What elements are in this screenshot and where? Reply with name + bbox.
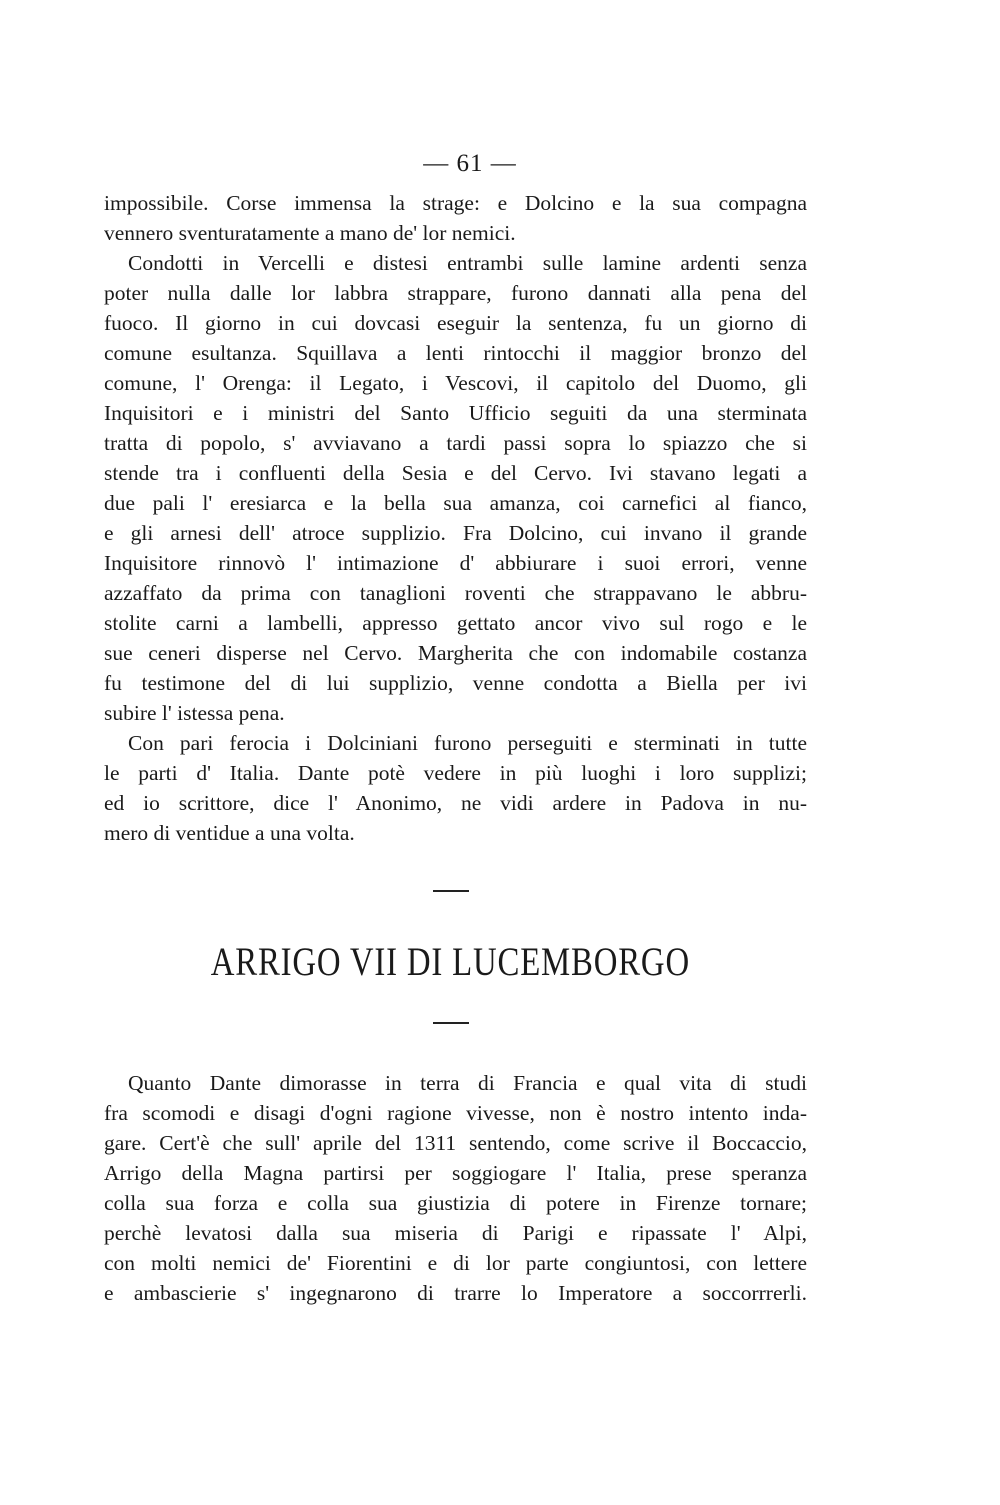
text-line: Arrigo della Magna partirsi per soggiogare l' Italia, prese speranza (104, 1161, 807, 1185)
text-line: mero di ventidue a una volta. (104, 821, 355, 845)
text-line: ed io scrittore, dice l' Anonimo, ne vidi ardere in Padova in nu- (104, 791, 807, 815)
text-line: vennero sventuratamente a mano de' lor nemici. (104, 221, 516, 245)
text-line: con molti nemici de' Fiorentini e di lor parte congiuntosi, con lettere (104, 1251, 807, 1275)
section-divider-top (433, 890, 469, 892)
text-line: impossibile. Corse immensa la strage: e Dolcino e la sua compagna (104, 191, 807, 215)
text-line: perchè levatosi dalla sua miseria di Parigi e ripassate l' Alpi, (104, 1221, 807, 1245)
text-line: subire l' istessa pena. (104, 701, 285, 725)
text-line: Inquisitori e i ministri del Santo Ufficio seguiti da una sterminata (104, 401, 807, 425)
text-line: azzaffato da prima con tanaglioni roventi che strappavano le abbru- (104, 581, 807, 605)
text-line: poter nulla dalle lor labbra strappare, furono dannati alla pena del (104, 281, 807, 305)
text-line: sue ceneri disperse nel Cervo. Margherita che con indomabile costanza (104, 641, 807, 665)
text-line: stolite carni a lambelli, appresso gettato ancor vivo sul rogo e le (104, 611, 807, 635)
chapter-title: ARRIGO VII DI LUCEMBORGO (210, 939, 690, 984)
text-line: Condotti in Vercelli e distesi entrambi sulle lamine ardenti senza (128, 251, 807, 275)
text-line: due pali l' eresiarca e la bella sua amanza, coi carnefici al fianco, (104, 491, 807, 515)
text-line: Con pari ferocia i Dolciniani furono perseguiti e sterminati in tutte (128, 731, 807, 755)
text-line: fuoco. Il giorno in cui dovcasi eseguir la sentenza, fu un giorno di (104, 311, 807, 335)
text-line: comune, l' Orenga: il Legato, i Vescovi, il capitolo del Duomo, gli (104, 371, 807, 395)
text-line: e ambascierie s' ingegnarono di trarre lo Imperatore a soccorrrerli. (104, 1281, 807, 1305)
text-line: tratta di popolo, s' avviavano a tardi passi sopra lo spiazzo che si (104, 431, 807, 455)
text-line: stende tra i confluenti della Sesia e del Cervo. Ivi stavano legati a (104, 461, 807, 485)
section-divider-bottom (433, 1022, 469, 1024)
text-line: e gli arnesi dell' atroce supplizio. Fra Dolcino, cui invano il grande (104, 521, 807, 545)
text-line: fra scomodi e disagi d'ogni ragione vivesse, non è nostro intento inda- (104, 1101, 807, 1125)
page-number: — 61 — (423, 150, 517, 177)
text-line: Inquisitore rinnovò l' intimazione d' abbiurare i suoi errori, venne (104, 551, 807, 575)
text-line: colla sua forza e colla sua giustizia di potere in Firenze tornare; (104, 1191, 807, 1215)
text-line: fu testimone del di lui supplizio, venne condotta a Biella per ivi (104, 671, 807, 695)
text-line: le parti d' Italia. Dante potè vedere in più luoghi i loro supplizi; (104, 761, 807, 785)
text-line: Quanto Dante dimorasse in terra di Francia e qual vita di studi (128, 1071, 807, 1095)
text-line: gare. Cert'è che sull' aprile del 1311 sentendo, come scrive il Boccaccio, (104, 1131, 807, 1155)
text-line: comune esultanza. Squillava a lenti rintocchi il maggior bronzo del (104, 341, 807, 365)
